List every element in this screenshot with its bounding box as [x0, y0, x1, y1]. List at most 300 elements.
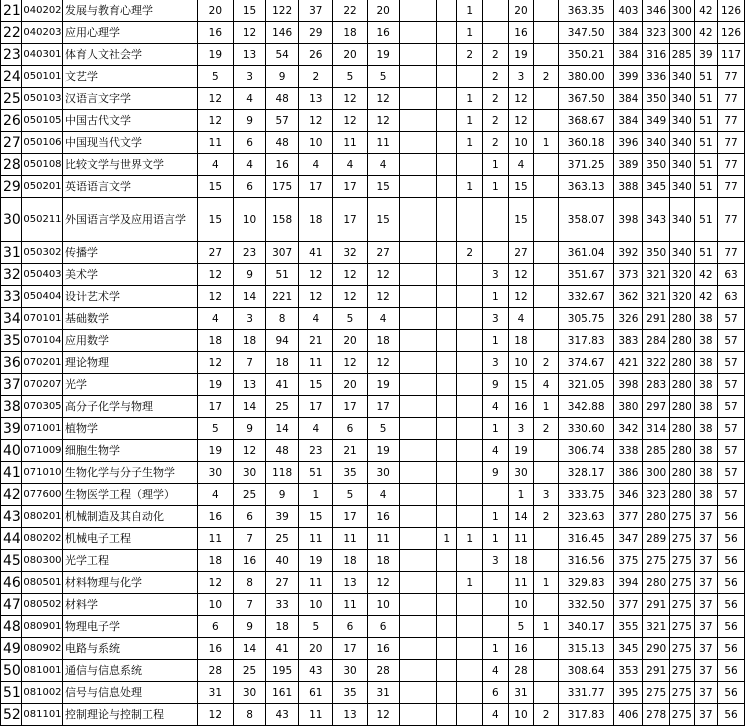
- cell-col-3: 9: [266, 66, 299, 88]
- cell-col-12: [534, 330, 559, 352]
- cell-col-6: 17: [367, 396, 399, 418]
- subject-line-2: 77: [718, 110, 745, 132]
- cell-col-5: 22: [333, 0, 367, 22]
- min-score: 322: [643, 352, 670, 374]
- cell-col-6: 28: [367, 660, 399, 682]
- max-score: 399: [614, 66, 643, 88]
- major-name: 细胞生物学: [62, 440, 197, 462]
- cell-col-6: 4: [367, 154, 399, 176]
- max-score: 362: [614, 286, 643, 308]
- cell-col-12: 4: [534, 374, 559, 396]
- cell-col-2: 30: [234, 462, 266, 484]
- cell-col-6: 27: [367, 242, 399, 264]
- min-score: 289: [643, 528, 670, 550]
- major-name: 发展与教育心理学: [62, 0, 197, 22]
- cell-col-3: 40: [266, 550, 299, 572]
- cell-col-11: 10: [508, 704, 534, 726]
- cell-col-11: 15: [508, 176, 534, 198]
- cell-col-4: 41: [299, 242, 333, 264]
- cell-col-3: 94: [266, 330, 299, 352]
- cell-col-5: 35: [333, 462, 367, 484]
- cell-col-7: [399, 0, 436, 22]
- max-score: 326: [614, 308, 643, 330]
- subject-line-2: 126: [718, 0, 745, 22]
- row-number: 52: [1, 704, 22, 726]
- line-score: 340: [670, 242, 695, 264]
- cell-col-8: [437, 88, 457, 110]
- subject-line-1: 37: [694, 506, 718, 528]
- cell-col-12: [534, 176, 559, 198]
- cell-col-10: 1: [483, 154, 509, 176]
- cell-col-8: [437, 0, 457, 22]
- cell-col-12: [534, 660, 559, 682]
- line-score: 275: [670, 572, 695, 594]
- line-score: 275: [670, 528, 695, 550]
- cell-col-1: 31: [197, 682, 233, 704]
- cell-col-1: 12: [197, 352, 233, 374]
- table-row: [1, 682, 745, 704]
- cell-col-3: 27: [266, 572, 299, 594]
- major-code: 050101: [22, 66, 63, 88]
- cell-col-3: 221: [266, 286, 299, 308]
- cell-col-7: [399, 396, 436, 418]
- min-score: 275: [643, 550, 670, 572]
- average-score: 342.88: [558, 396, 614, 418]
- major-name: 通信与信息系统: [62, 660, 197, 682]
- line-score: 275: [670, 506, 695, 528]
- subject-line-1: 37: [694, 572, 718, 594]
- min-score: 346: [643, 0, 670, 22]
- cell-col-12: [534, 440, 559, 462]
- row-number: 28: [1, 154, 22, 176]
- cell-col-9: [457, 330, 483, 352]
- cell-col-12: 2: [534, 66, 559, 88]
- cell-col-11: 20: [508, 0, 534, 22]
- row-number: 34: [1, 308, 22, 330]
- major-code: 080202: [22, 528, 63, 550]
- cell-col-8: 1: [437, 528, 457, 550]
- row-number: 35: [1, 330, 22, 352]
- cell-col-5: 21: [333, 440, 367, 462]
- cell-col-12: [534, 462, 559, 484]
- cell-col-9: [457, 352, 483, 374]
- cell-col-5: 12: [333, 88, 367, 110]
- cell-col-11: 10: [508, 352, 534, 374]
- subject-line-2: 56: [718, 704, 745, 726]
- table-row: [1, 638, 745, 660]
- cell-col-10: [483, 572, 509, 594]
- cell-col-3: 146: [266, 22, 299, 44]
- cell-col-3: 9: [266, 484, 299, 506]
- max-score: 403: [614, 0, 643, 22]
- cell-col-7: [399, 286, 436, 308]
- subject-line-2: 57: [718, 396, 745, 418]
- line-score: 285: [670, 44, 695, 66]
- cell-col-2: 8: [234, 704, 266, 726]
- line-score: 340: [670, 198, 695, 242]
- cell-col-9: [457, 66, 483, 88]
- cell-col-1: 18: [197, 550, 233, 572]
- cell-col-5: 12: [333, 286, 367, 308]
- line-score: 340: [670, 154, 695, 176]
- cell-col-2: 12: [234, 440, 266, 462]
- cell-col-12: 1: [534, 616, 559, 638]
- cell-col-9: 1: [457, 528, 483, 550]
- row-number: 25: [1, 88, 22, 110]
- row-number: 33: [1, 286, 22, 308]
- cell-col-3: 25: [266, 528, 299, 550]
- cell-col-9: [457, 440, 483, 462]
- subject-line-1: 38: [694, 352, 718, 374]
- cell-col-7: [399, 440, 436, 462]
- cell-col-9: [457, 682, 483, 704]
- subject-line-1: 37: [694, 660, 718, 682]
- subject-line-2: 57: [718, 440, 745, 462]
- subject-line-1: 37: [694, 704, 718, 726]
- cell-col-1: 5: [197, 418, 233, 440]
- line-score: 340: [670, 88, 695, 110]
- max-score: 384: [614, 110, 643, 132]
- major-code: 040202: [22, 0, 63, 22]
- cell-col-7: [399, 198, 436, 242]
- cell-col-8: [437, 704, 457, 726]
- table-row: [1, 616, 745, 638]
- average-score: 317.83: [558, 704, 614, 726]
- cell-col-11: 12: [508, 264, 534, 286]
- cell-col-11: 11: [508, 572, 534, 594]
- line-score: 340: [670, 66, 695, 88]
- cell-col-2: 8: [234, 572, 266, 594]
- cell-col-9: [457, 374, 483, 396]
- major-code: 071010: [22, 462, 63, 484]
- cell-col-3: 161: [266, 682, 299, 704]
- line-score: 340: [670, 132, 695, 154]
- cell-col-12: [534, 242, 559, 264]
- line-score: 280: [670, 418, 695, 440]
- cell-col-11: 16: [508, 396, 534, 418]
- row-number: 45: [1, 550, 22, 572]
- major-name: 理论物理: [62, 352, 197, 374]
- cell-col-3: 195: [266, 660, 299, 682]
- line-score: 280: [670, 330, 695, 352]
- cell-col-6: 19: [367, 440, 399, 462]
- row-number: 51: [1, 682, 22, 704]
- cell-col-2: 9: [234, 418, 266, 440]
- cell-col-11: 28: [508, 660, 534, 682]
- cell-col-7: [399, 374, 436, 396]
- average-score: 323.63: [558, 506, 614, 528]
- cell-col-4: 12: [299, 286, 333, 308]
- cell-col-5: 17: [333, 198, 367, 242]
- cell-col-9: [457, 418, 483, 440]
- line-score: 320: [670, 264, 695, 286]
- cell-col-6: 12: [367, 88, 399, 110]
- cell-col-11: 12: [508, 88, 534, 110]
- cell-col-1: 16: [197, 22, 233, 44]
- cell-col-1: 28: [197, 660, 233, 682]
- major-name: 体育人文社会学: [62, 44, 197, 66]
- subject-line-1: 42: [694, 0, 718, 22]
- cell-col-1: 4: [197, 154, 233, 176]
- cell-col-5: 20: [333, 44, 367, 66]
- cell-col-4: 18: [299, 198, 333, 242]
- cell-col-12: [534, 528, 559, 550]
- cell-col-3: 307: [266, 242, 299, 264]
- cell-col-12: 3: [534, 484, 559, 506]
- cell-col-3: 57: [266, 110, 299, 132]
- cell-col-3: 43: [266, 704, 299, 726]
- subject-line-2: 57: [718, 462, 745, 484]
- cell-col-10: 4: [483, 396, 509, 418]
- cell-col-2: 4: [234, 88, 266, 110]
- table-row: [1, 352, 745, 374]
- cell-col-1: 12: [197, 286, 233, 308]
- cell-col-8: [437, 374, 457, 396]
- cell-col-10: [483, 242, 509, 264]
- row-number: 21: [1, 0, 22, 22]
- min-score: 345: [643, 176, 670, 198]
- cell-col-6: 16: [367, 638, 399, 660]
- cell-col-5: 11: [333, 594, 367, 616]
- row-number: 42: [1, 484, 22, 506]
- cell-col-1: 6: [197, 616, 233, 638]
- major-name: 控制理论与控制工程: [62, 704, 197, 726]
- average-score: 360.18: [558, 132, 614, 154]
- cell-col-4: 26: [299, 44, 333, 66]
- row-number: 29: [1, 176, 22, 198]
- subject-line-2: 56: [718, 660, 745, 682]
- subject-line-2: 56: [718, 682, 745, 704]
- cell-col-4: 20: [299, 638, 333, 660]
- average-score: 371.25: [558, 154, 614, 176]
- table-row: [1, 550, 745, 572]
- cell-col-9: [457, 396, 483, 418]
- average-score: 329.83: [558, 572, 614, 594]
- line-score: 280: [670, 440, 695, 462]
- cell-col-4: 29: [299, 22, 333, 44]
- cell-col-1: 12: [197, 704, 233, 726]
- table-row: [1, 440, 745, 462]
- row-number: 41: [1, 462, 22, 484]
- cell-col-3: 122: [266, 0, 299, 22]
- cell-col-1: 19: [197, 374, 233, 396]
- max-score: 392: [614, 242, 643, 264]
- major-code: 050403: [22, 264, 63, 286]
- cell-col-1: 16: [197, 506, 233, 528]
- min-score: 275: [643, 682, 670, 704]
- line-score: 275: [670, 616, 695, 638]
- cell-col-7: [399, 506, 436, 528]
- major-name: 文艺学: [62, 66, 197, 88]
- cell-col-5: 32: [333, 242, 367, 264]
- cell-col-2: 30: [234, 682, 266, 704]
- cell-col-10: 1: [483, 176, 509, 198]
- cell-col-6: 5: [367, 418, 399, 440]
- subject-line-2: 117: [718, 44, 745, 66]
- min-score: 350: [643, 154, 670, 176]
- cell-col-4: 4: [299, 308, 333, 330]
- cell-col-4: 5: [299, 616, 333, 638]
- cell-col-9: [457, 550, 483, 572]
- cell-col-9: [457, 660, 483, 682]
- cell-col-4: 1: [299, 484, 333, 506]
- max-score: 377: [614, 594, 643, 616]
- cell-col-9: [457, 308, 483, 330]
- subject-line-2: 77: [718, 88, 745, 110]
- cell-col-8: [437, 550, 457, 572]
- max-score: 375: [614, 550, 643, 572]
- cell-col-10: 9: [483, 462, 509, 484]
- row-number: 40: [1, 440, 22, 462]
- max-score: 342: [614, 418, 643, 440]
- cell-col-7: [399, 66, 436, 88]
- cell-col-12: [534, 682, 559, 704]
- average-score: 358.07: [558, 198, 614, 242]
- cell-col-11: 4: [508, 308, 534, 330]
- cell-col-8: [437, 154, 457, 176]
- subject-line-1: 38: [694, 484, 718, 506]
- row-number: 27: [1, 132, 22, 154]
- major-code: 080501: [22, 572, 63, 594]
- subject-line-1: 38: [694, 330, 718, 352]
- cell-col-2: 3: [234, 308, 266, 330]
- cell-col-2: 9: [234, 110, 266, 132]
- min-score: 297: [643, 396, 670, 418]
- cell-col-11: 3: [508, 66, 534, 88]
- cell-col-7: [399, 88, 436, 110]
- cell-col-5: 20: [333, 330, 367, 352]
- cell-col-4: 21: [299, 330, 333, 352]
- cell-col-10: [483, 198, 509, 242]
- cell-col-6: 6: [367, 616, 399, 638]
- min-score: 284: [643, 330, 670, 352]
- line-score: 275: [670, 660, 695, 682]
- major-code: 080502: [22, 594, 63, 616]
- row-number: 32: [1, 264, 22, 286]
- major-name: 应用数学: [62, 330, 197, 352]
- cell-col-9: 2: [457, 242, 483, 264]
- table-row: [1, 330, 745, 352]
- cell-col-11: 11: [508, 528, 534, 550]
- cell-col-6: 11: [367, 528, 399, 550]
- table-row: [1, 22, 745, 44]
- cell-col-4: 12: [299, 264, 333, 286]
- cell-col-10: 1: [483, 286, 509, 308]
- cell-col-9: [457, 154, 483, 176]
- average-score: 351.67: [558, 264, 614, 286]
- table-row: [1, 572, 745, 594]
- cell-col-5: 18: [333, 22, 367, 44]
- cell-col-11: 4: [508, 154, 534, 176]
- cell-col-8: [437, 66, 457, 88]
- cell-col-2: 14: [234, 638, 266, 660]
- cell-col-6: 4: [367, 308, 399, 330]
- cell-col-8: [437, 242, 457, 264]
- min-score: 321: [643, 264, 670, 286]
- cell-col-2: 7: [234, 352, 266, 374]
- cell-col-8: [437, 286, 457, 308]
- average-score: 333.75: [558, 484, 614, 506]
- cell-col-8: [437, 462, 457, 484]
- cell-col-2: 6: [234, 176, 266, 198]
- cell-col-10: 4: [483, 704, 509, 726]
- cell-col-9: [457, 484, 483, 506]
- cell-col-4: 19: [299, 550, 333, 572]
- min-score: 283: [643, 374, 670, 396]
- cell-col-12: [534, 44, 559, 66]
- cell-col-2: 6: [234, 132, 266, 154]
- row-number: 44: [1, 528, 22, 550]
- major-name: 汉语言文字学: [62, 88, 197, 110]
- line-score: 275: [670, 638, 695, 660]
- cell-col-11: 10: [508, 594, 534, 616]
- cell-col-3: 8: [266, 308, 299, 330]
- subject-line-2: 77: [718, 176, 745, 198]
- subject-line-2: 77: [718, 198, 745, 242]
- cell-col-4: 11: [299, 352, 333, 374]
- cell-col-11: 15: [508, 198, 534, 242]
- major-name: 生物化学与分子生物学: [62, 462, 197, 484]
- average-score: 363.13: [558, 176, 614, 198]
- cell-col-10: 3: [483, 352, 509, 374]
- cell-col-4: 4: [299, 154, 333, 176]
- min-score: 285: [643, 440, 670, 462]
- average-score: 368.67: [558, 110, 614, 132]
- cell-col-1: 19: [197, 440, 233, 462]
- max-score: 398: [614, 198, 643, 242]
- major-name: 光学: [62, 374, 197, 396]
- row-number: 39: [1, 418, 22, 440]
- cell-col-5: 12: [333, 110, 367, 132]
- cell-col-7: [399, 176, 436, 198]
- cell-col-1: 15: [197, 198, 233, 242]
- average-score: 340.17: [558, 616, 614, 638]
- cell-col-9: 1: [457, 176, 483, 198]
- major-name: 机械制造及其自动化: [62, 506, 197, 528]
- cell-col-11: 19: [508, 440, 534, 462]
- max-score: 347: [614, 528, 643, 550]
- row-number: 46: [1, 572, 22, 594]
- subject-line-1: 38: [694, 462, 718, 484]
- cell-col-1: 15: [197, 176, 233, 198]
- cell-col-5: 17: [333, 396, 367, 418]
- cell-col-12: [534, 550, 559, 572]
- cell-col-8: [437, 682, 457, 704]
- cell-col-12: 1: [534, 572, 559, 594]
- cell-col-10: 6: [483, 682, 509, 704]
- cell-col-7: [399, 682, 436, 704]
- cell-col-6: 31: [367, 682, 399, 704]
- cell-col-8: [437, 440, 457, 462]
- cell-col-11: 15: [508, 374, 534, 396]
- row-number: 30: [1, 198, 22, 242]
- cell-col-10: 3: [483, 550, 509, 572]
- cell-col-4: 11: [299, 528, 333, 550]
- major-code: 071001: [22, 418, 63, 440]
- cell-col-6: 11: [367, 132, 399, 154]
- average-score: 332.50: [558, 594, 614, 616]
- subject-line-2: 56: [718, 506, 745, 528]
- major-code: 080901: [22, 616, 63, 638]
- cell-col-2: 25: [234, 660, 266, 682]
- max-score: 377: [614, 506, 643, 528]
- cell-col-8: [437, 572, 457, 594]
- major-code: 081002: [22, 682, 63, 704]
- cell-col-5: 20: [333, 374, 367, 396]
- cell-col-12: 1: [534, 132, 559, 154]
- cell-col-9: [457, 506, 483, 528]
- cell-col-1: 4: [197, 484, 233, 506]
